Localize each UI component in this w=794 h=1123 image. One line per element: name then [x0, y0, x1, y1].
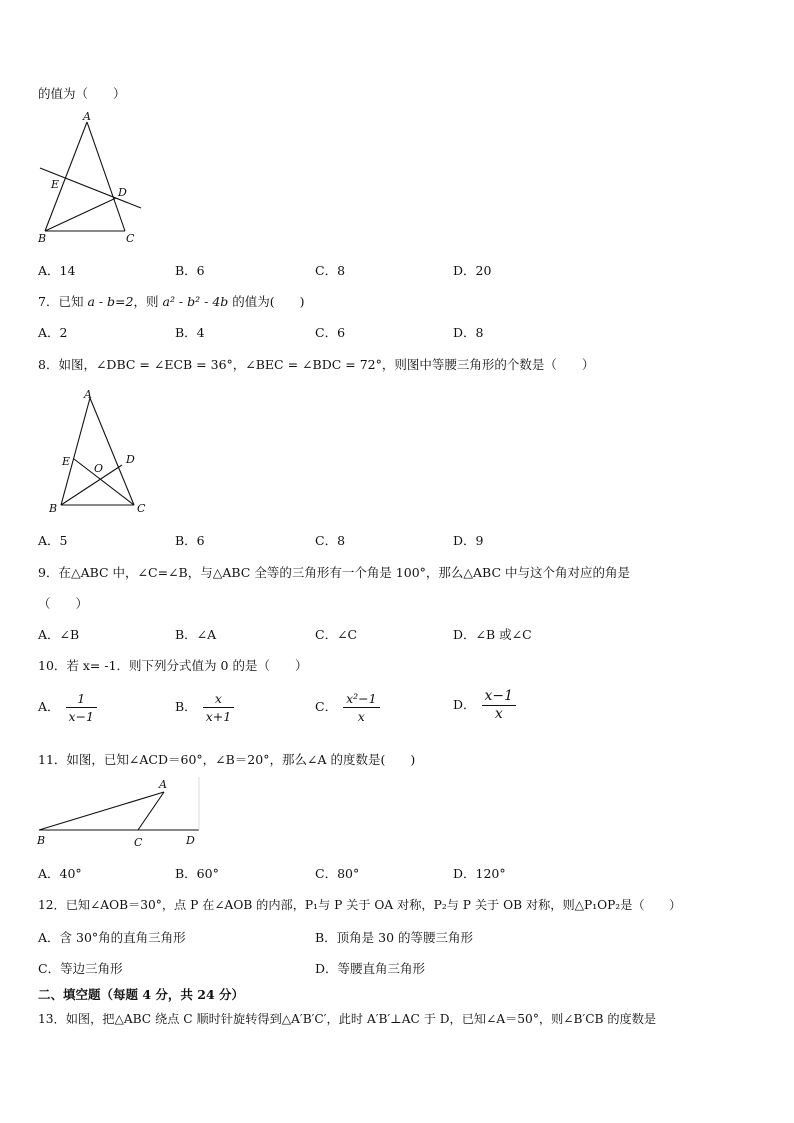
q8-option-c[interactable]: C．8 — [315, 533, 346, 548]
q7-suffix: 的值为( ) — [232, 294, 305, 309]
q11-label-a: A — [159, 778, 167, 791]
q6-option-d[interactable]: D．20 — [453, 263, 492, 278]
q10-option-d-numerator: x−1 — [482, 688, 517, 706]
q8-option-a[interactable]: A．5 — [38, 533, 68, 548]
q9-option-d[interactable]: D．∠B 或∠C — [453, 627, 532, 642]
q11-label-d: D — [186, 834, 195, 847]
q6-label-c: C — [126, 232, 135, 245]
q11-option-d[interactable]: D．120° — [453, 866, 506, 881]
q11-option-c[interactable]: C．80° — [315, 866, 360, 881]
q11-segment-ca — [138, 792, 164, 830]
q12-option-b[interactable]: B．顶角是 30 的等腰三角形 — [315, 930, 474, 945]
q6-option-c[interactable]: C．8 — [315, 263, 346, 278]
q7-expr1: a - b=2 — [87, 294, 134, 309]
q6-label-d: D — [118, 186, 127, 199]
q10-option-b-numerator: x — [203, 690, 234, 708]
q8-side-ac — [90, 398, 134, 505]
q10-option-c-denominator: x — [357, 709, 365, 724]
q7-option-d[interactable]: D．8 — [453, 325, 484, 340]
q11-label-c: C — [134, 836, 143, 849]
q11-figure — [34, 775, 204, 851]
q8-label-c: C — [137, 502, 146, 515]
q10-stem: 10．若 x= -1．则下列分式值为 0 的是（ ） — [38, 658, 308, 673]
q6-option-b[interactable]: B．6 — [175, 263, 205, 278]
q8-stem: 8．如图，∠DBC = ∠ECB = 36°，∠BEC = ∠BDC = 72°，则图中等腰三角形的个数是（ ） — [38, 357, 595, 372]
q12-option-a[interactable]: A．含 30°角的直角三角形 — [38, 930, 186, 945]
q7-option-a[interactable]: A．2 — [38, 325, 68, 340]
q7-stem — [38, 292, 305, 310]
q8-label-b: B — [49, 502, 58, 515]
q11-option-a[interactable]: A．40° — [38, 866, 82, 881]
q8-label-d: D — [126, 453, 135, 466]
q10-option-a-numerator: 1 — [66, 690, 97, 708]
section-heading-fill-in: 二、填空题（每题 4 分，共 24 分） — [38, 987, 245, 1002]
q7-prefix: 7．已知 — [38, 294, 84, 309]
q12-option-c[interactable]: C．等边三角形 — [38, 961, 123, 976]
q10-option-b-fraction — [203, 690, 234, 725]
q10-option-a-fraction — [66, 690, 97, 725]
q10-option-b[interactable] — [175, 690, 234, 725]
q10-option-b-denominator: x+1 — [205, 709, 232, 724]
q10-option-d-denominator: x — [494, 706, 503, 722]
q10-option-b-label: B． — [175, 699, 197, 714]
q10-option-d-fraction — [482, 688, 517, 723]
q6-stem-tail: 的值为（ ） — [38, 86, 126, 101]
q9-stem-line1: 9．在△ABC 中，∠C=∠B，与△ABC 全等的三角形有一个角是 100°，那么△ABC 中与这个角对应的角是 — [38, 565, 630, 580]
q11-stem: 11．如图，已知∠ACD＝60°，∠B＝20°，那么∠A 的度数是( ) — [38, 752, 416, 767]
q6-option-a[interactable]: A．14 — [38, 263, 76, 278]
q11-label-b: B — [37, 834, 46, 847]
q12-stem: 12．已知∠AOB＝30°，点 P 在∠AOB 的内部，P₁与 P 关于 OA 对称，P₂与 P 关于 OB 对称，则△P₁OP₂是（ ） — [38, 898, 682, 912]
q10-option-c-numerator: x²−1 — [343, 690, 380, 708]
q8-label-o: O — [94, 462, 104, 475]
q10-option-a-denominator: x−1 — [68, 709, 95, 724]
q9-option-a[interactable]: A．∠B — [38, 627, 80, 642]
q12-option-d[interactable]: D．等腰直角三角形 — [315, 961, 426, 976]
q9-stem-line2: （ ） — [38, 596, 89, 611]
q6-figure — [34, 108, 149, 250]
q7-option-c[interactable]: C．6 — [315, 325, 346, 340]
q8-label-e: E — [62, 455, 71, 468]
q7-mid: ，则 — [133, 294, 159, 309]
q11-segment-ba — [39, 792, 164, 830]
q6-label-e: E — [51, 178, 60, 191]
q8-figure — [44, 386, 154, 516]
q10-option-d[interactable] — [453, 688, 516, 723]
q9-option-c[interactable]: C．∠C — [315, 627, 358, 642]
q6-side-ac — [87, 122, 125, 231]
q10-option-c-label: C． — [315, 699, 338, 714]
q8-option-b[interactable]: B．6 — [175, 533, 205, 548]
q6-label-a: A — [83, 110, 91, 123]
q10-option-d-label: D． — [453, 697, 476, 712]
q10-option-c-fraction — [343, 690, 380, 725]
q7-expr2: a² - b² - 4b — [162, 294, 229, 309]
q13-stem: 13．如图，把△ABC 绕点 C 顺时针旋转得到△A′B′C′，此时 A′B′⊥AC 于 D，已知∠A＝50°，则∠B′CB 的度数是 — [38, 1012, 657, 1026]
q11-option-b[interactable]: B．60° — [175, 866, 219, 881]
q10-option-a[interactable] — [38, 690, 97, 725]
q8-option-d[interactable]: D．9 — [453, 533, 484, 548]
q8-label-a: A — [84, 388, 92, 401]
q10-option-a-label: A． — [38, 699, 60, 714]
q6-label-b: B — [38, 232, 47, 245]
q7-option-b[interactable]: B．4 — [175, 325, 205, 340]
q10-option-c[interactable] — [315, 690, 380, 725]
q9-option-b[interactable]: B．∠A — [175, 627, 217, 642]
